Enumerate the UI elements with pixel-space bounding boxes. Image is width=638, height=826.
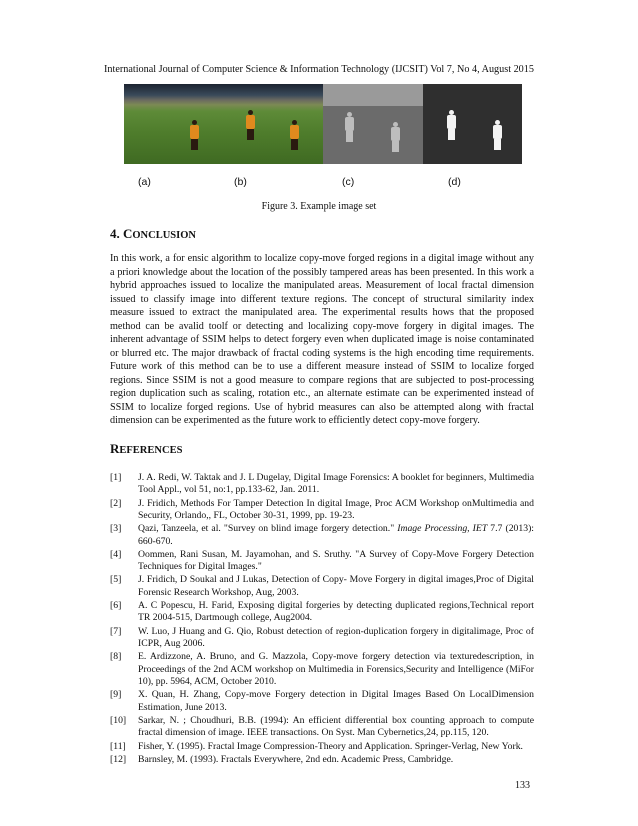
reference-item: [3] Qazi, Tanzeela, et al. "Survey on blind image forgery detection." Image Processing, IET 7.7 (2013): 660-670. bbox=[110, 523, 534, 547]
player-figure bbox=[447, 110, 456, 140]
journal-header: International Journal of Computer Science & Information Technology (IJCSIT) Vol 7, No 4, August 2015 bbox=[104, 64, 534, 75]
stand-region bbox=[323, 84, 423, 106]
reference-item: [7] W. Luo, J Huang and G. Qio, Robust detection of region-duplication forgery in digitalimage, Proc of ICPR, Aug 2006. bbox=[110, 625, 534, 650]
figure-label-d: (d) bbox=[448, 176, 461, 188]
player-figure bbox=[190, 120, 199, 150]
reference-item: [5] J. Fridich, D Soukal and J Lukas, Detection of Copy- Move Forgery in digital images,Proc of Digital Forensic Research Workshop, Aug, 2003. bbox=[110, 574, 534, 598]
player-figure bbox=[391, 122, 400, 152]
reference-item: [10] Sarkar, N. ; Choudhuri, B.B. (1994): An efficient differential box counting approach to compute fractal dimension of image. IEEE transactions. On Syst. Man Cybernetics,24, pp.115, 120. bbox=[110, 714, 534, 739]
figure-label-c: (c) bbox=[342, 176, 355, 188]
conclusion-paragraph: In this work, a for ensic algorithm to localize copy-move forged regions in a digital image without any a priori knowledge about the location of the possibly tampered areas has been presented. In this work a hybrid approaches issued to localize the manipulated areas. Measurement of local fractal dimension issued to classify image into different texture regions. The concept of structural similarity index measure issued to extract the manipulated area. The experimental results hows that the proposed method can be avalid toolf or detecting and localizing copy-move forgery in digital images. The inherent advantage of SSIM helps to detect forgery even when duplicated image is noise contaminated or blurred etc. The major drawback of fractal coding systems is the high encoding time requirements. Future work of this method can be to use a different measure instead of SSIM to localize forged regions. Since SSIM is not a good measure to compare regions that are subjected to post-processing region duplication such as scaling, rotation etc., an alternate estimate can be experimented instead of SSIM to localize forged regions. Use of hybrid measures can also be attempted along with fractal dimension can be experimented as the future work to efficiently detect copy-move forgery. bbox=[110, 253, 534, 426]
figure-labels bbox=[124, 176, 522, 188]
reference-item: [4] Oommen, Rani Susan, M. Jayamohan, and S. Sruthy. "A Survey of Copy-Move Forgery Detection Techniques for Digital Images." bbox=[110, 548, 534, 573]
figure-caption: Figure 3. Example image set bbox=[261, 201, 377, 212]
section-heading-conclusion: 4. CONCLUSION bbox=[110, 226, 196, 241]
reference-item: [1] J. A. Redi, W. Taktak and J. L Dugelay, Digital Image Forensics: A booklet for beginners, Multimedia Tool Appl., vol 51, no:1, pp.133-62, Jan. 2011. bbox=[110, 472, 534, 496]
figure-panel-b-forged bbox=[224, 84, 324, 164]
page-number: 133 bbox=[515, 780, 530, 791]
player-figure bbox=[345, 112, 354, 142]
reference-list bbox=[110, 472, 534, 767]
reference-item: [12] Barnsley, M. (1993). Fractals Everywhere, 2nd edn. Academic Press, Cambridge. bbox=[110, 753, 454, 765]
reference-item: [2] J. Fridich, Methods For Tamper Detection In digital Image, Proc ACM Workshop onMultimedia and Security, Orlando,, FL, October 30-31, 1999, pp. 19-23. bbox=[110, 497, 534, 522]
figure-label-a: (a) bbox=[138, 176, 151, 188]
player-figure bbox=[290, 120, 299, 150]
section-heading-references: REFERENCES bbox=[110, 441, 183, 456]
reference-item: [11] Fisher, Y. (1995). Fractal Image Compression-Theory and Application. Springer-Verlag, New York. bbox=[110, 740, 523, 752]
player-figure bbox=[246, 110, 255, 140]
figure-3-image-set bbox=[124, 84, 522, 164]
figure-label-b: (b) bbox=[234, 176, 247, 188]
figure-panel-d-detected-regions bbox=[423, 84, 523, 164]
figure-panel-c-texture-map bbox=[323, 84, 423, 164]
player-figure bbox=[493, 120, 502, 150]
reference-item: [9] X. Quan, H. Zhang, Copy-move Forgery detection in Digital Images Based On LocalDimension Estimation, June 2013. bbox=[110, 689, 534, 713]
reference-item: [8] E. Ardizzone, A. Bruno, and G. Mazzola, Copy-move forgery detection via texturedescription, in Proceedings of the 2nd ACM workshop on Multimedia in Forensics,Security and Intelligence (MiFor 10), pp. 5964, ACM, October 2010. bbox=[110, 651, 534, 688]
reference-item: [6] A. C Popescu, H. Farid, Exposing digital forgeries by detecting duplicated regions,Technical report TR 2004-515, Dartmough college, Aug2004. bbox=[110, 600, 534, 624]
figure-panel-a-original bbox=[124, 84, 224, 164]
